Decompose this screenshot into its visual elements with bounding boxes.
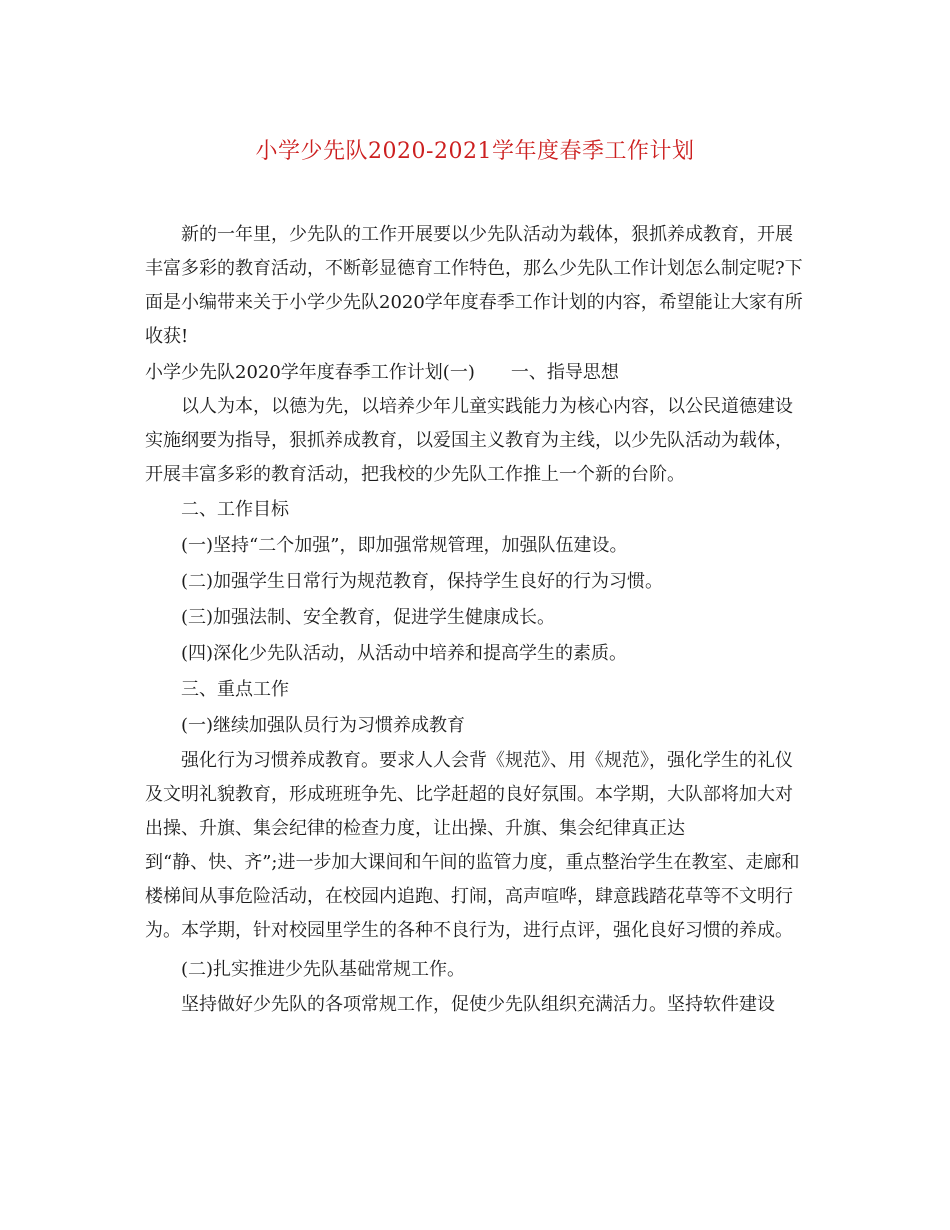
document-title: 小学少先队2020-2021学年度春季工作计划 xyxy=(255,139,695,164)
section-three-heading: 三、重点工作 xyxy=(181,679,289,700)
plan-one-heading: 小学少先队2020学年度春季工作计划(一) 一、指导思想 xyxy=(145,362,619,383)
intro-paragraph: 新的一年里，少先队的工作开展要以少先队活动为载体，狠抓养成教育，开展丰富多彩的教育活动，不断彰显德育工作特色，那么少先队工作计划怎么制定呢?下面是小编带来关于小学少先队2020学年度春季工作计划的内容，希望能让大家有所收获! xyxy=(145,224,803,347)
document-body xyxy=(145,218,805,1022)
goal-item: (三)加强法制、安全教育，促进学生健康成长。 xyxy=(181,607,556,628)
work-one-paragraph: 强化行为习惯养成教育。要求人人会背《规范》、用《规范》，强化学生的礼仪及文明礼貌教育，形成班班争先、比学赶超的良好氛围。本学期，大队部将加大对出操、升旗、集会纪律的检查力度，让出操、升旗、集会纪律真正达 xyxy=(145,750,793,839)
section-two-heading: 二、工作目标 xyxy=(181,499,289,520)
work-one-paragraph-continued: 到“静、快、齐”;进一步加大课间和午间的监管力度，重点整治学生在教室、走廊和楼梯间从事危险活动，在校园内追跑、打闹，高声喧哗，肆意践踏花草等不文明行为。本学期，针对校园里学生的各种不良行为，进行点评，强化良好习惯的养成。 xyxy=(145,852,800,941)
guiding-thought-paragraph: 以人为本，以德为先，以培养少年儿童实践能力为核心内容，以公民道德建设实施纲要为指导，狠抓养成教育，以爱国主义教育为主线，以少先队活动为载体，开展丰富多彩的教育活动，把我校的少先队工作推上一个新的台阶。 xyxy=(145,396,793,485)
work-two-heading: (二)扎实推进少先队基础常规工作。 xyxy=(181,959,466,980)
work-one-heading: (一)继续加强队员行为习惯养成教育 xyxy=(181,715,466,736)
work-two-paragraph: 坚持做好少先队的各项常规工作，促使少先队组织充满活力。坚持软件建设 xyxy=(181,994,775,1015)
goal-item: (四)深化少先队活动，从活动中培养和提高学生的素质。 xyxy=(181,643,628,664)
goal-item: (二)加强学生日常行为规范教育，保持学生良好的行为习惯。 xyxy=(181,571,664,592)
goal-item: (一)坚持“二个加强”，即加强常规管理，加强队伍建设。 xyxy=(181,535,628,556)
